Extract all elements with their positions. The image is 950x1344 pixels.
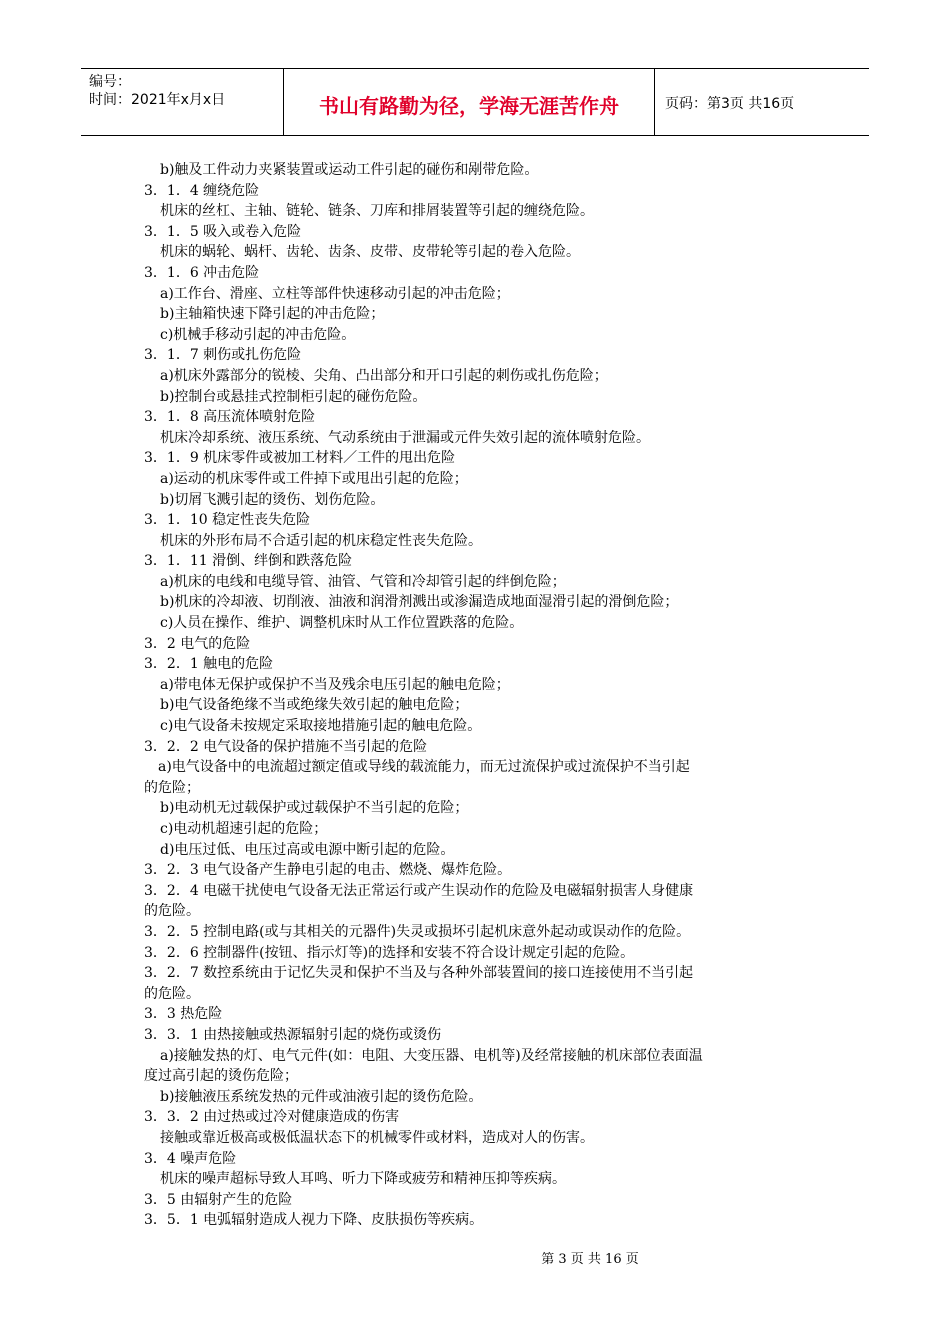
text-line: c)人员在操作、维护、调整机床时从工作位置跌落的危险。 (160, 615, 524, 632)
text-line: b)切屑飞溅引起的烫伤、划伤危险。 (160, 491, 385, 508)
text-line: a)机床的电线和电缆导管、油管、气管和冷却管引起的绊倒危险； (160, 573, 566, 590)
header-page-number: 页码：第3页 共16页 (665, 96, 795, 112)
text-line: 3．2．3 电气设备产生静电引起的电击、燃烧、爆炸危险。 (144, 862, 512, 879)
text-line: b)电动机无过载保护或过载保护不当引起的危险； (160, 800, 469, 817)
text-line: b)接触液压系统发热的元件或油液引起的烫伤危险。 (160, 1088, 483, 1105)
text-line: 3．3 热危险 (144, 1006, 223, 1023)
text-line: 的危险。 (144, 985, 200, 1002)
document-body (144, 160, 810, 1231)
text-line: 3．1．10 稳定性丧失危险 (144, 512, 311, 529)
text-line: 3．3．2 由过热或过冷对健康造成的伤害 (144, 1109, 400, 1126)
text-line: 3．2．7 数控系统由于记忆失灵和保护不当及与各种外部装置间的接口连接使用不当引起 (144, 965, 694, 982)
text-line: b)控制台或悬挂式控制柜引起的碰伤危险。 (160, 388, 427, 405)
text-line: 3．4 噪声危险 (144, 1150, 237, 1167)
footer-page-number: 第 3 页 共 16 页 (541, 1252, 639, 1267)
text-line: b)电气设备绝缘不当或绝缘失效引起的触电危险； (160, 697, 469, 714)
text-line: 3．5．1 电弧辐射造成人视力下降、皮肤损伤等疾病。 (144, 1212, 484, 1229)
text-line: a)带电体无保护或保护不当及残余电压引起的触电危险； (160, 676, 510, 693)
text-line: 3．1．8 高压流体喷射危险 (144, 409, 316, 426)
text-line: 3．1．11 滑倒、绊倒和跌落危险 (144, 553, 353, 570)
document-number: 编号： (89, 74, 131, 90)
text-line: a)工作台、滑座、立柱等部件快速移动引起的冲击危险； (160, 285, 510, 302)
text-line: c)机械手移动引起的冲击危险。 (160, 326, 356, 343)
text-line: d)电压过低、电压过高或电源中断引起的危险。 (160, 841, 455, 858)
document-time: 时间：2021年x月x日 (89, 92, 226, 108)
text-line: 3．2．1 触电的危险 (144, 656, 274, 673)
page-header (81, 68, 869, 136)
text-line: a)运动的机床零件或工件掉下或甩出引起的危险； (160, 470, 468, 487)
text-line: 3．3．1 由热接触或热源辐射引起的烧伤或烫伤 (144, 1026, 442, 1043)
header-meta (81, 69, 283, 135)
text-line: 机床冷却系统、液压系统、气动系统由于泄漏或元件失效引起的流体喷射危险。 (160, 429, 650, 446)
text-line: c)电气设备未按规定采取接地措施引起的触电危险。 (160, 718, 482, 735)
text-line: a)接触发热的灯、电气元件(如：电阻、大变压器、电机等)及经常接触的机床部位表面温 (160, 1047, 703, 1064)
text-line: 3．2．6 控制器件(按钮、指示灯等)的选择和安装不符合设计规定引起的危险。 (144, 944, 635, 961)
text-line: 3．1．9 机床零件或被加工材料／工件的甩出危险 (144, 450, 456, 467)
text-line: 机床的蜗轮、蜗杆、齿轮、齿条、皮带、皮带轮等引起的卷入危险。 (160, 244, 580, 261)
header-motto: 书山有路勤为径，学海无涯苦作舟 (283, 69, 655, 135)
text-line: a)机床外露部分的锐棱、尖角、凸出部分和开口引起的刺伤或扎伤危险； (160, 367, 608, 384)
text-line: b)机床的冷却液、切削液、油液和润滑剂溅出或渗漏造成地面湿滑引起的滑倒危险； (160, 594, 679, 611)
text-line: 3．1．5 吸入或卷入危险 (144, 223, 302, 240)
text-line: 3．2．5 控制电路(或与其相关的元器件)失灵或损坏引起机床意外起动或误动作的危险。 (144, 923, 691, 940)
text-line: 3．1．6 冲击危险 (144, 264, 260, 281)
text-line: 接触或靠近极高或极低温状态下的机械零件或材料，造成对人的伤害。 (160, 1129, 594, 1146)
text-line: 3．2 电气的危险 (144, 635, 251, 652)
text-line: 3．2．4 电磁干扰使电气设备无法正常运行或产生误动作的危险及电磁辐射损害人身健康 (144, 882, 694, 899)
text-line: 3．1．7 刺伤或扎伤危险 (144, 347, 302, 364)
page-footer (0, 1248, 950, 1267)
text-line: 度过高引起的烫伤危险； (144, 1068, 298, 1085)
text-line: 的危险； (144, 779, 200, 796)
text-line: 机床的外形布局不合适引起的机床稳定性丧失危险。 (160, 532, 482, 549)
text-line: b)主轴箱快速下降引起的冲击危险； (160, 306, 385, 323)
text-line: 的危险。 (144, 903, 200, 920)
text-line: 机床的丝杠、主轴、链轮、链条、刀库和排屑装置等引起的缠绕危险。 (160, 203, 594, 220)
text-line: b)触及工件动力夹紧装置或运动工件引起的碰伤和剐带危险。 (160, 162, 539, 178)
text-line: a)电气设备中的电流超过额定值或导线的载流能力，而无过流保护或过流保护不当引起 (144, 759, 690, 776)
text-line: 机床的噪声超标导致人耳鸣、听力下降或疲劳和精神压抑等疾病。 (160, 1171, 566, 1188)
text-line: 3．5 由辐射产生的危险 (144, 1191, 293, 1208)
text-line: 3．1．4 缠绕危险 (144, 182, 260, 199)
text-line: c)电动机超速引起的危险； (160, 821, 328, 837)
text-line: 3．2．2 电气设备的保护措施不当引起的危险 (144, 738, 428, 755)
